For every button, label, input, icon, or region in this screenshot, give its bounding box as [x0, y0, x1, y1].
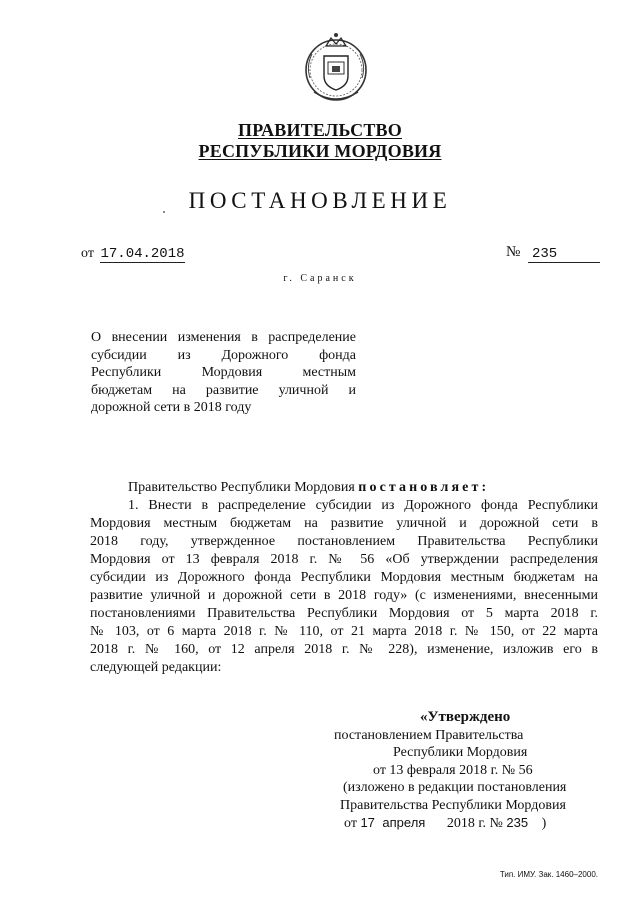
body-line: 1. Внести в распределение субсидии из Дорожного фонда Республики: [128, 498, 598, 513]
approval-day: 17: [360, 815, 375, 830]
subject-line: бюджетам на развитие уличной и: [91, 382, 356, 398]
government-title-line2: РЕСПУБЛИКИ МОРДОВИЯ: [198, 141, 442, 161]
print-info: Тип. ИМУ. Зак. 1460–2000.: [499, 870, 598, 879]
body-line: постановлениями Правительства Республики Мордовия от 5 марта 2018 г.: [90, 606, 598, 621]
approval-line: Республики Мордовия: [393, 745, 528, 760]
body-line: следующей редакции:: [90, 660, 222, 675]
scan-speck: [163, 211, 165, 213]
body-line: 2018 году, утвержденное постановлением Правительства Республики: [90, 534, 598, 549]
body-line: Мордовия от 13 февраля 2018 г. № 56 «Об утверждении распределения: [90, 552, 598, 567]
number-value: 235: [528, 246, 600, 263]
preamble-emphasis: постановляет:: [358, 480, 490, 495]
preamble-text: Правительство Республики Мордовия: [128, 480, 355, 495]
body-line: развитие уличной и дорожной сети в 2018 году» (с изменениями, внесенными: [90, 588, 598, 603]
subject-line: О внесении изменения в распределение: [91, 330, 356, 345]
preamble: [128, 480, 489, 496]
approval-edition-date: [344, 815, 546, 832]
number-label: №: [506, 244, 521, 260]
approval-line: Правительства Республики Мордовия: [340, 798, 566, 813]
subject-line: дорожной сети в 2018 году: [91, 400, 252, 415]
approval-line: постановлением Правительства: [334, 728, 524, 743]
approval-year: 2018 г. №: [446, 816, 503, 831]
date-label: от: [81, 246, 94, 261]
body-line: субсидии из Дорожного фонда Республики Мордовия местным бюджетам на: [90, 570, 598, 585]
date-value: 17.04.2018: [100, 246, 185, 262]
document-type-title: ПОСТАНОВЛЕНИЕ: [188, 188, 452, 213]
document-subject: [91, 329, 356, 417]
body-line: 2018 г. № 160, от 12 апреля 2018 г. № 228), изменение, изложив его в: [90, 642, 598, 657]
approval-from: от: [344, 816, 357, 831]
government-title-line1: ПРАВИТЕЛЬСТВО: [238, 120, 402, 140]
approval-line: от 13 февраля 2018 г. № 56: [373, 763, 533, 778]
approval-number: 235: [506, 815, 529, 830]
coat-of-arms-emblem: [300, 26, 372, 108]
subject-line: Республики Мордовия местным: [91, 365, 356, 380]
city: г. Саранск: [283, 273, 357, 284]
approval-close-paren: ): [541, 816, 547, 831]
approval-title: «Утверждено: [420, 709, 511, 725]
document-body: [90, 497, 598, 677]
body-line: Мордовия местным бюджетам на развитие уличной и дорожной сети в: [90, 516, 598, 531]
body-line: № 103, от 6 марта 2018 г. № 110, от 21 марта 2018 г. № 150, от 22 марта: [90, 624, 598, 639]
approval-month: апреля: [382, 815, 426, 830]
approval-line: (изложено в редакции постановления: [343, 780, 567, 795]
subject-line: субсидии из Дорожного фонда: [91, 347, 356, 363]
